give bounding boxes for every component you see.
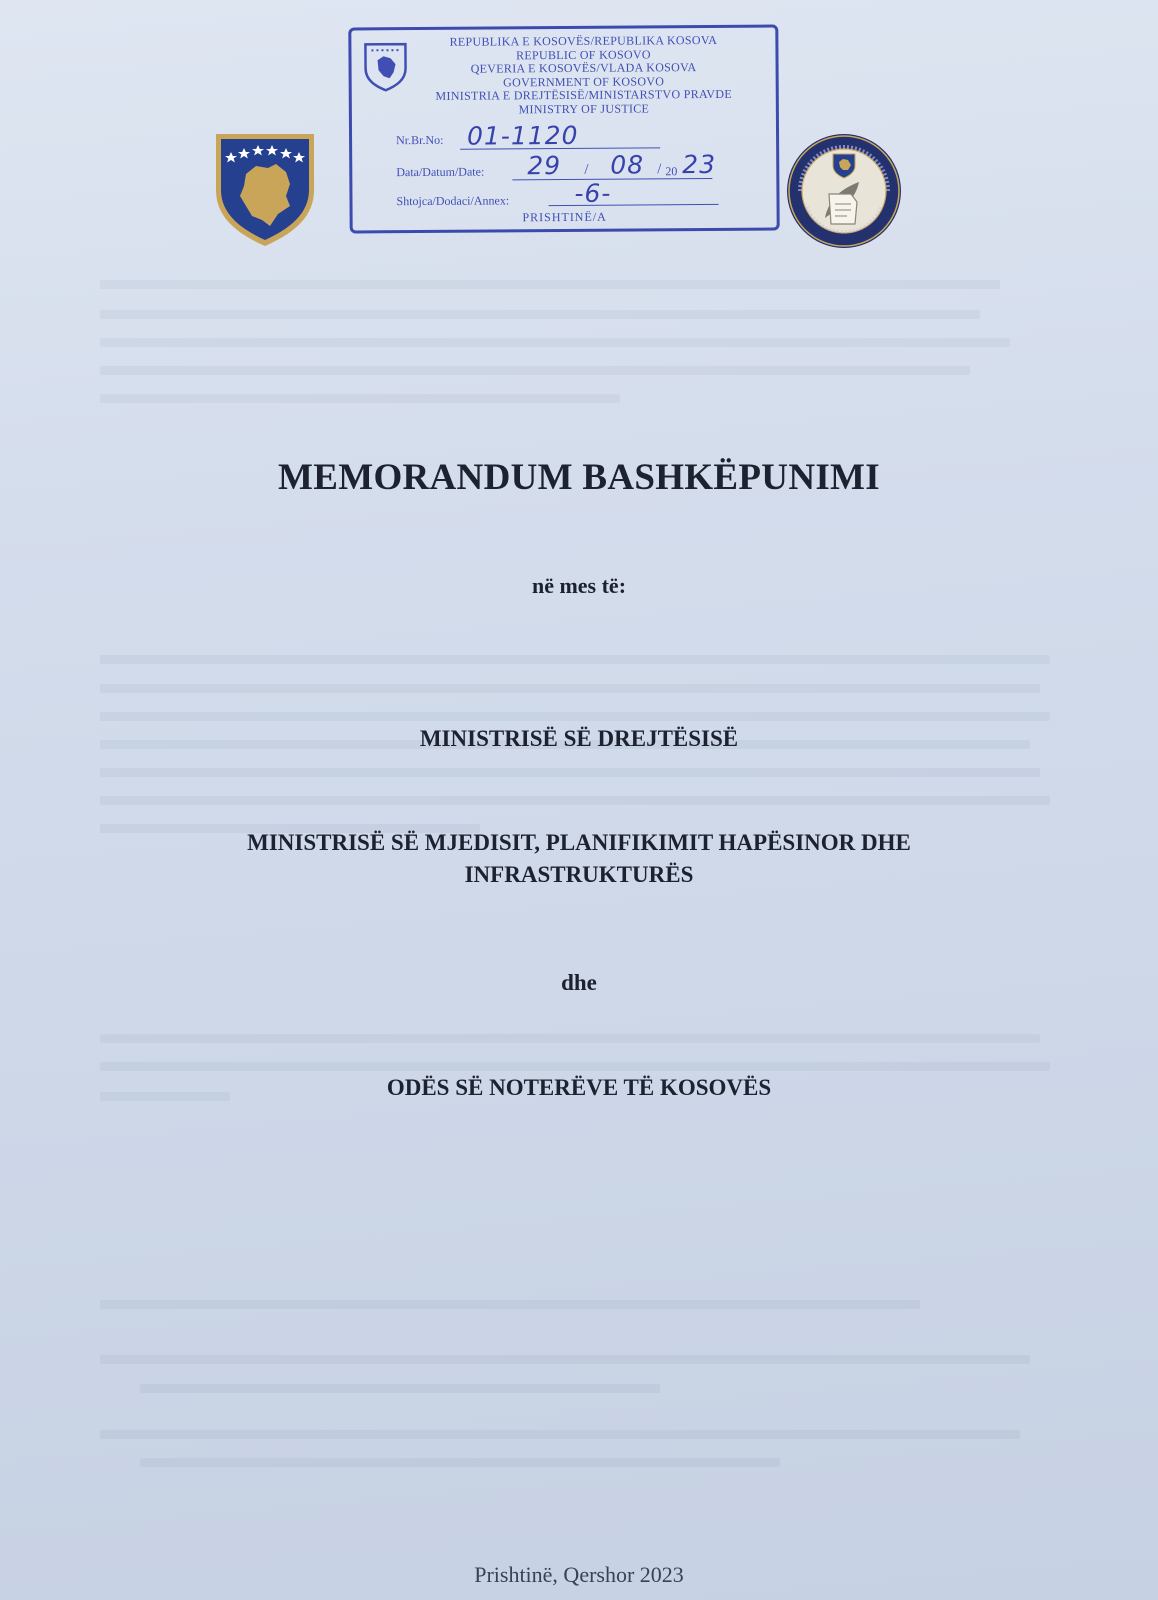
notary-chamber-seal-icon (785, 132, 903, 250)
document-title: MEMORANDUM BASHKËPUNIMI (278, 457, 880, 498)
kosovo-coat-of-arms-icon (212, 130, 318, 248)
registry-stamp: REPUBLIKA E KOSOVËS/REPUBLIKA KOSOVA REPUBLIC OF KOSOVO QEVERIA E KOSOVËS/VLADA KOSOVA GOVERNMENT OF KOSOVO MINISTRIA E DREJTËSISË/MINISTARSTVO PRAVDE MINISTRY OF JUSTICE Nr.Br.No: 01-1120 Data/Datum/Date: 29 / 08 / 20 23 Shtojca/Dodaci/Annex: -6- PRISHTINË/A (348, 25, 779, 234)
party-ministry-of-justice: MINISTRISË SË DREJTËSISË (419, 726, 739, 751)
between-text: në mes të: (531, 573, 627, 598)
stamp-line-5: MINISTRIA E DREJTËSISË/MINISTARSTVO PRAVDE (435, 86, 733, 103)
stamp-date-label: Data/Datum/Date: (396, 164, 485, 180)
stamp-line-3: QEVERIA E KOSOVËS/VLADA KOSOVA (470, 60, 697, 76)
stamp-date-year-prefix: 20 (665, 164, 678, 179)
party-ministry-environment-line-1: MINISTRISË SË MJEDISIT, PLANIFIKIMIT HAPËSINOR DHE (247, 830, 911, 855)
place-date-footer: Prishtinë, Qershor 2023 (474, 1562, 684, 1587)
stamp-city: PRISHTINË/A (522, 209, 607, 225)
party-ministry-environment-line-2: INFRASTRUKTURËS (464, 862, 694, 887)
stamp-annex-label: Shtojca/Dodaci/Annex: (396, 193, 510, 209)
stamp-line-6: MINISTRY OF JUSTICE (518, 100, 650, 116)
stamp-date-day: 29 (527, 151, 562, 181)
stamp-line-4: GOVERNMENT OF KOSOVO (503, 73, 665, 89)
stamp-line-1: REPUBLIKA E KOSOVËS/REPUBLIKA KOSOVA (449, 32, 718, 49)
stamp-date-year-suffix: 23 (682, 149, 717, 180)
stamp-coat-of-arms-icon (363, 42, 407, 92)
stamp-line-2: REPUBLIC OF KOSOVO (516, 46, 651, 62)
conjunction-text: dhe (561, 970, 597, 995)
stamp-number-label: Nr.Br.No: (396, 132, 444, 148)
stamp-date-month: 08 (610, 150, 645, 180)
party-chamber-of-notaries: ODËS SË NOTERËVE TË KOSOVËS (386, 1075, 772, 1100)
stamp-number-value: 01-1120 (466, 120, 579, 151)
stamp-annex-value: -6- (574, 178, 612, 208)
